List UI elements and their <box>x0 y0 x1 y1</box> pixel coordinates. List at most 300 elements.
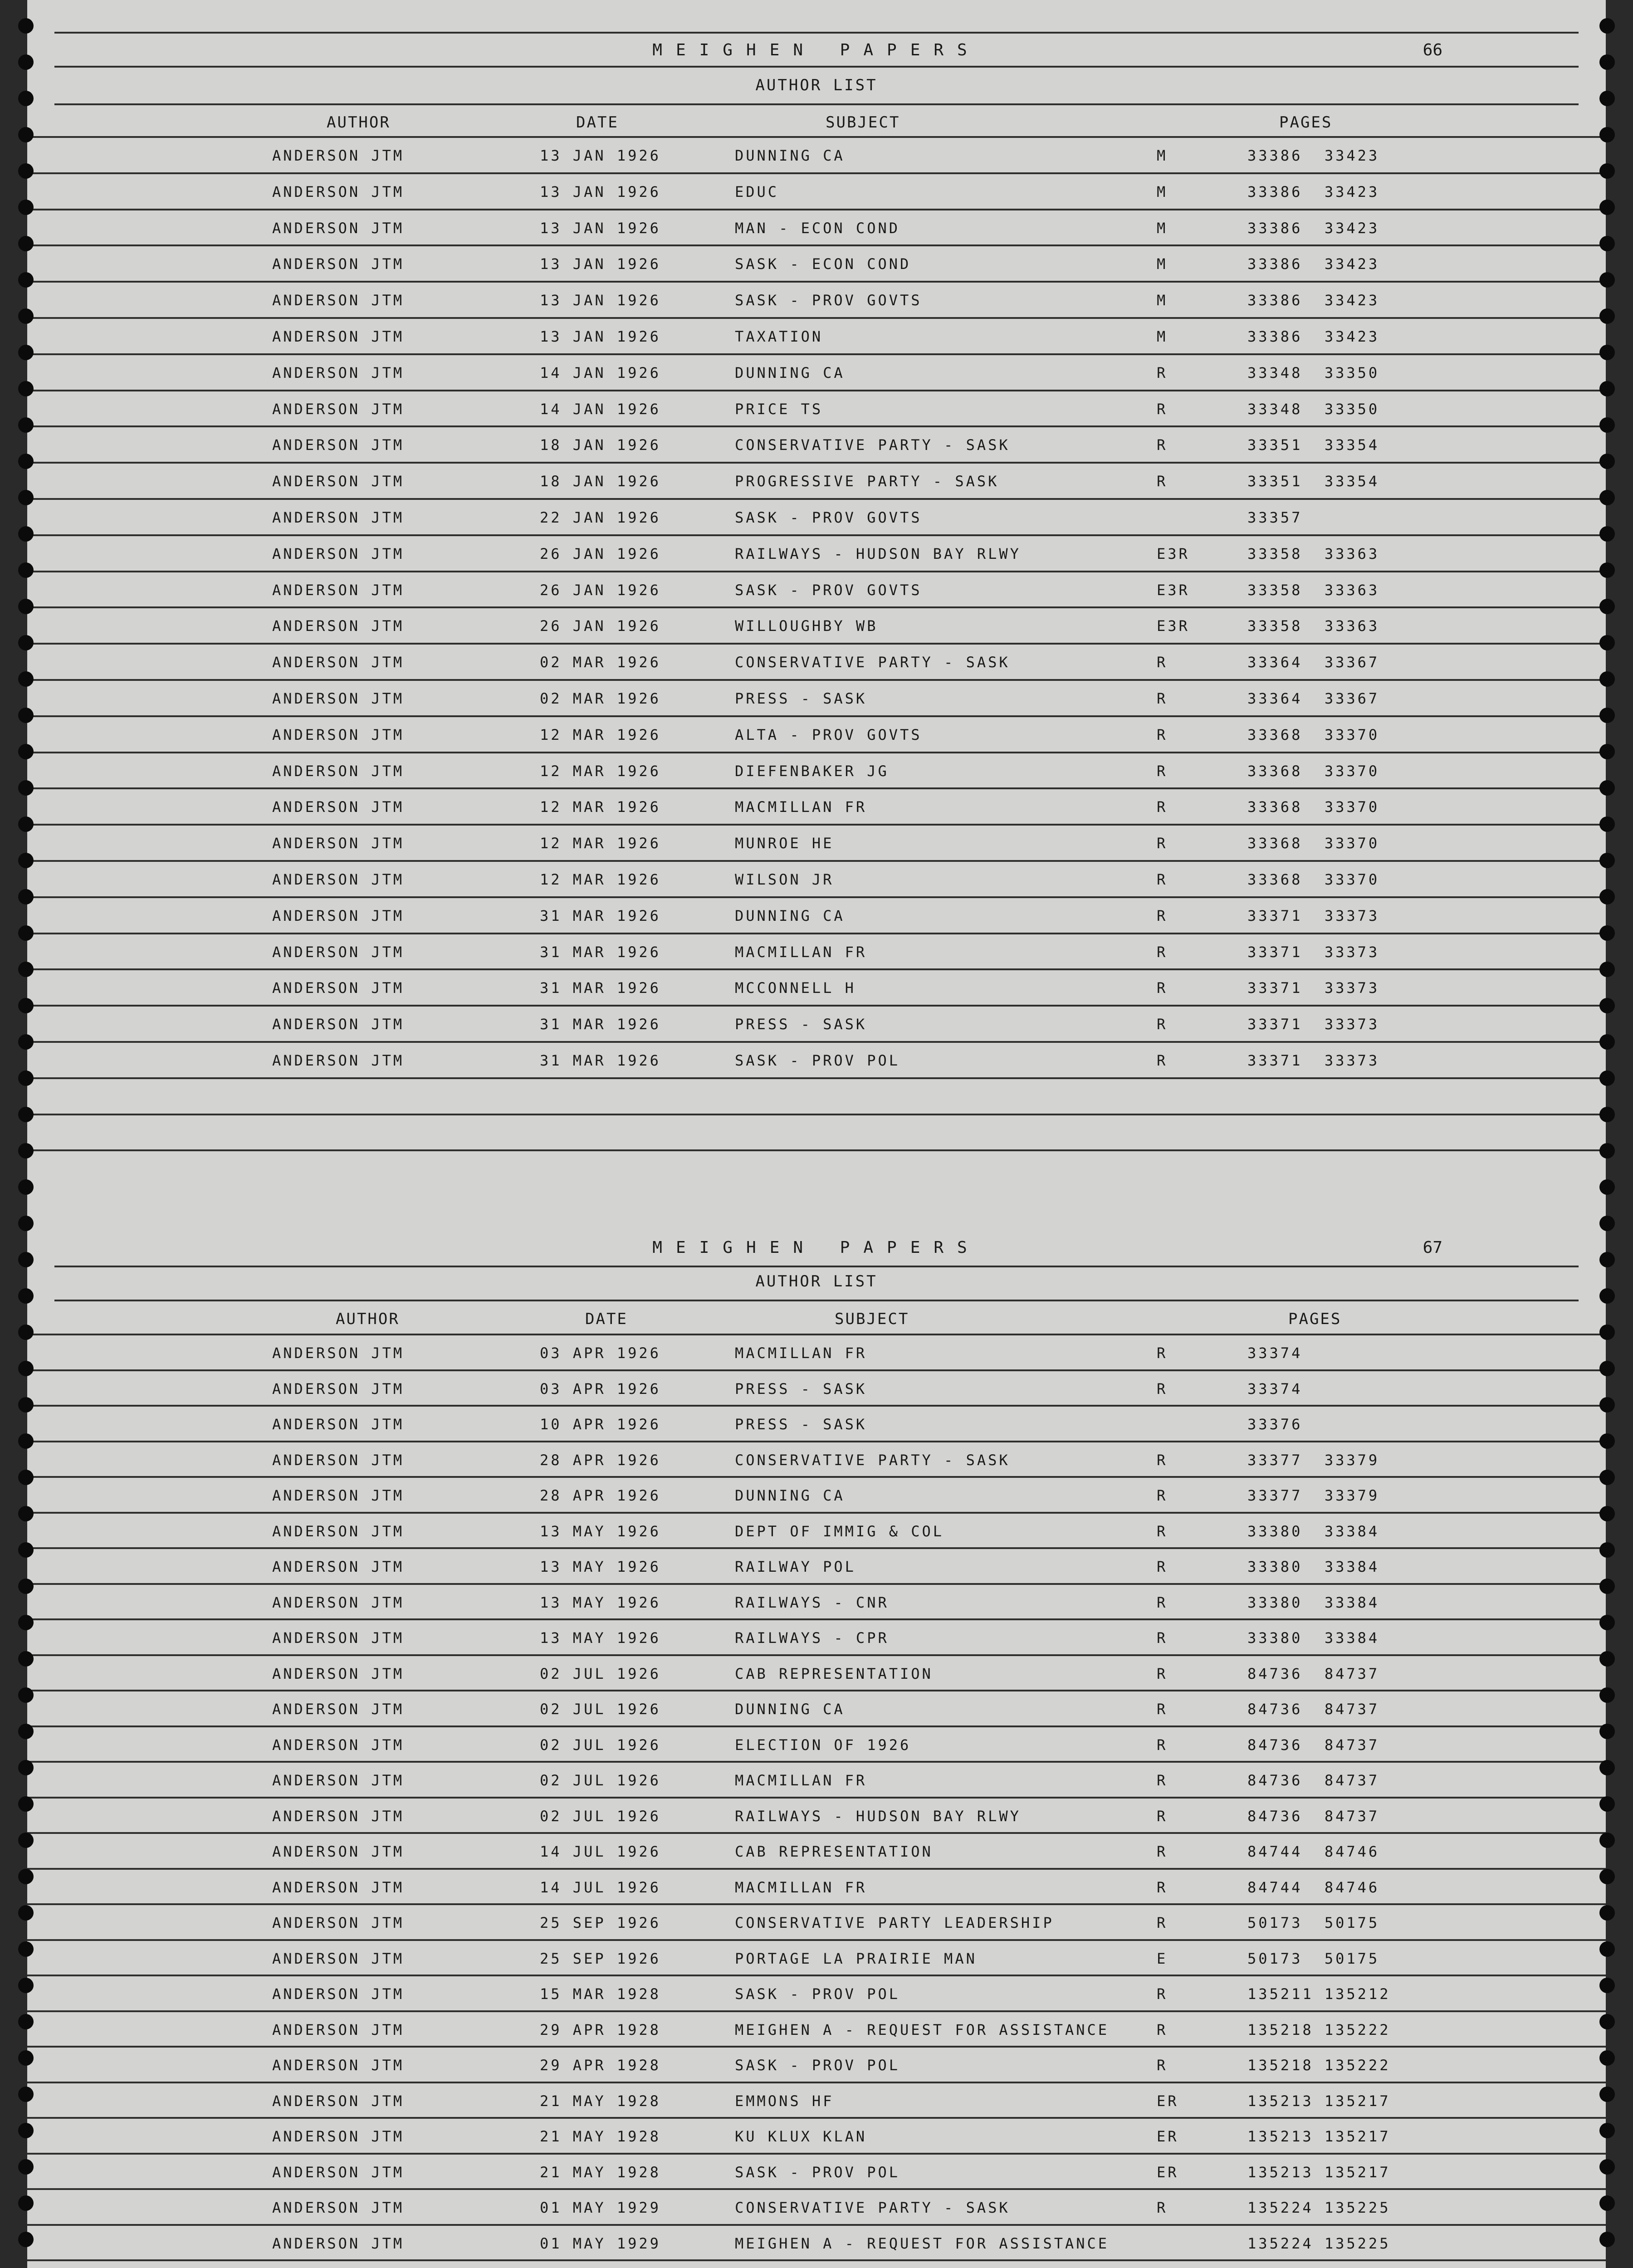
pages-cell: 33380 33384 <box>1247 1558 1380 1575</box>
feed-hole-left <box>18 1724 34 1739</box>
date-cell: 29 APR 1928 <box>540 2057 661 2074</box>
author-cell: ANDERSON JTM <box>272 436 405 454</box>
feed-hole-left <box>18 1070 34 1086</box>
author-cell: ANDERSON JTM <box>272 762 405 780</box>
feed-hole-right <box>1599 1506 1615 1521</box>
table-row <box>27 2153 1606 2189</box>
column-header-pages: PAGES <box>1279 113 1333 132</box>
feed-hole-left <box>18 1361 34 1376</box>
date-cell: 28 APR 1926 <box>540 1451 661 1469</box>
subject-cell: RAILWAYS - CNR <box>735 1593 889 1611</box>
code-cell: R <box>1157 473 1168 490</box>
date-cell: 02 MAR 1926 <box>540 654 661 671</box>
feed-hole-right <box>1599 1143 1615 1158</box>
author-cell: ANDERSON JTM <box>272 255 405 273</box>
table-row-blank <box>27 2259 1606 2268</box>
feed-hole-left <box>18 91 34 106</box>
table-row <box>27 752 1606 788</box>
pages-cell: 33374 <box>1247 1344 1303 1362</box>
subject-cell: SASK - PROV POL <box>735 2057 900 2074</box>
feed-hole-right <box>1599 744 1615 759</box>
feed-hole-left <box>18 308 34 324</box>
table-row <box>27 1654 1606 1690</box>
header-rule <box>54 1300 1579 1301</box>
author-cell: ANDERSON JTM <box>272 2128 405 2145</box>
code-cell: M <box>1157 292 1168 309</box>
table-row <box>27 679 1606 715</box>
date-cell: 13 MAY 1926 <box>540 1522 661 1540</box>
pages-cell: 33386 33423 <box>1247 219 1380 237</box>
author-cell: ANDERSON JTM <box>272 183 405 200</box>
feed-hole-right <box>1599 91 1615 106</box>
feed-hole-right <box>1599 308 1615 324</box>
feed-hole-left <box>18 2050 34 2066</box>
subject-cell: WILLOUGHBY WB <box>735 617 878 635</box>
pages-cell: 33371 33373 <box>1247 1051 1380 1069</box>
pages-cell: 135213 135217 <box>1247 2092 1391 2110</box>
date-cell: 02 JUL 1926 <box>540 1807 661 1825</box>
code-cell: E3R <box>1157 617 1190 635</box>
date-cell: 12 MAR 1926 <box>540 835 661 852</box>
table-row <box>27 1903 1606 1939</box>
table-row <box>27 2082 1606 2117</box>
column-header-pages: PAGES <box>1288 1310 1342 1328</box>
author-cell: ANDERSON JTM <box>272 1629 405 1647</box>
subject-cell: SASK - PROV GOVTS <box>735 581 922 599</box>
author-cell: ANDERSON JTM <box>272 943 405 961</box>
author-cell: ANDERSON JTM <box>272 907 405 924</box>
author-cell: ANDERSON JTM <box>272 1416 405 1433</box>
feed-hole-left <box>18 2159 34 2175</box>
table-row <box>27 534 1606 571</box>
table-row <box>27 1618 1606 1654</box>
subject-cell: MUNROE HE <box>735 835 834 852</box>
code-cell: R <box>1157 1558 1168 1575</box>
feed-hole-left <box>18 236 34 251</box>
author-cell: ANDERSON JTM <box>272 1985 405 2003</box>
subject-cell: SASK - PROV POL <box>735 1985 900 2003</box>
feed-hole-right <box>1599 1252 1615 1267</box>
feed-hole-left <box>18 1252 34 1267</box>
code-cell: R <box>1157 654 1168 671</box>
date-cell: 25 SEP 1926 <box>540 1950 661 1967</box>
page-title: MEIGHEN PAPERS <box>652 1238 981 1257</box>
subject-cell: DUNNING CA <box>735 907 845 924</box>
subject-cell: CAB REPRESENTATION <box>735 1665 933 1682</box>
table-row <box>27 1939 1606 1975</box>
feed-hole-right <box>1599 2087 1615 2102</box>
table-row <box>27 606 1606 643</box>
date-cell: 31 MAR 1926 <box>540 1016 661 1033</box>
feed-hole-right <box>1599 962 1615 977</box>
subject-cell: RAILWAYS - HUDSON BAY RLWY <box>735 1807 1021 1825</box>
pages-cell: 33386 33423 <box>1247 255 1380 273</box>
feed-hole-left <box>18 1760 34 1775</box>
date-cell: 02 JUL 1926 <box>540 1736 661 1754</box>
date-cell: 22 JAN 1926 <box>540 508 661 526</box>
author-cell: ANDERSON JTM <box>272 1736 405 1754</box>
code-cell: R <box>1157 1772 1168 1789</box>
column-header-author: AUTHOR <box>327 113 391 132</box>
feed-hole-right <box>1599 1651 1615 1667</box>
code-cell: R <box>1157 1914 1168 1931</box>
pages-cell: 135218 135222 <box>1247 2021 1391 2038</box>
feed-hole-left <box>18 345 34 360</box>
table-row <box>27 571 1606 607</box>
code-cell: R <box>1157 1016 1168 1033</box>
table-row <box>27 2224 1606 2260</box>
pages-cell: 135224 135225 <box>1247 2234 1391 2252</box>
code-cell: R <box>1157 1985 1168 2003</box>
code-cell: R <box>1157 1344 1168 1362</box>
date-cell: 29 APR 1928 <box>540 2021 661 2038</box>
author-cell: ANDERSON JTM <box>272 1051 405 1069</box>
table-row <box>27 244 1606 281</box>
feed-hole-right <box>1599 236 1615 251</box>
date-cell: 14 JUL 1926 <box>540 1878 661 1896</box>
author-cell: ANDERSON JTM <box>272 2057 405 2074</box>
author-cell: ANDERSON JTM <box>272 545 405 562</box>
table-row <box>27 1512 1606 1548</box>
feed-hole-right <box>1599 889 1615 904</box>
code-cell: R <box>1157 1629 1168 1647</box>
page-subtitle: AUTHOR LIST <box>755 1272 878 1290</box>
pages-cell: 33364 33367 <box>1247 689 1380 707</box>
code-cell: R <box>1157 726 1168 743</box>
pages-cell: 33386 33423 <box>1247 183 1380 200</box>
feed-hole-right <box>1599 163 1615 179</box>
feed-hole-left <box>18 417 34 433</box>
feed-hole-left <box>18 671 34 687</box>
feed-hole-right <box>1599 1325 1615 1340</box>
table-row <box>27 390 1606 426</box>
code-cell: R <box>1157 835 1168 852</box>
date-cell: 13 JAN 1926 <box>540 147 661 164</box>
pages-cell: 33351 33354 <box>1247 436 1380 454</box>
pages-cell: 33368 33370 <box>1247 835 1380 852</box>
author-cell: ANDERSON JTM <box>272 1950 405 1967</box>
pages-cell: 33371 33373 <box>1247 907 1380 924</box>
subject-cell: PRESS - SASK <box>735 1416 867 1433</box>
feed-hole-right <box>1599 1833 1615 1848</box>
code-cell: E <box>1157 1950 1168 1967</box>
date-cell: 12 MAR 1926 <box>540 870 661 888</box>
feed-hole-right <box>1599 127 1615 142</box>
author-cell: ANDERSON JTM <box>272 292 405 309</box>
code-cell: R <box>1157 364 1168 381</box>
pages-cell: 84736 84737 <box>1247 1736 1380 1754</box>
pages-cell: 50173 50175 <box>1247 1914 1380 1931</box>
pages-cell: 33377 33379 <box>1247 1487 1380 1504</box>
subject-cell: DUNNING CA <box>735 1701 845 1718</box>
pages-cell: 33386 33423 <box>1247 327 1380 345</box>
table-row <box>27 2117 1606 2153</box>
author-cell: ANDERSON JTM <box>272 2199 405 2216</box>
feed-hole-right <box>1599 381 1615 396</box>
subject-cell: MEIGHEN A - REQUEST FOR ASSISTANCE <box>735 2021 1110 2038</box>
author-cell: ANDERSON JTM <box>272 1665 405 1682</box>
feed-hole-right <box>1599 562 1615 578</box>
date-cell: 14 JUL 1926 <box>540 1843 661 1860</box>
feed-hole-right <box>1599 2050 1615 2066</box>
date-cell: 21 MAY 1928 <box>540 2128 661 2145</box>
feed-hole-left <box>18 1905 34 1921</box>
author-cell: ANDERSON JTM <box>272 1451 405 1469</box>
pages-cell: 33348 33350 <box>1247 364 1380 381</box>
feed-hole-right <box>1599 1470 1615 1485</box>
table-row <box>27 1005 1606 1041</box>
table-row <box>27 425 1606 462</box>
code-cell: R <box>1157 1593 1168 1611</box>
feed-hole-left <box>18 1978 34 1993</box>
column-header-subject: SUBJECT <box>835 1310 909 1328</box>
subject-cell: PROGRESSIVE PARTY - SASK <box>735 473 999 490</box>
subject-cell: RAILWAYS - CPR <box>735 1629 889 1647</box>
subject-cell: MACMILLAN FR <box>735 1772 867 1789</box>
date-cell: 02 JUL 1926 <box>540 1772 661 1789</box>
subject-cell: DUNNING CA <box>735 1487 845 1504</box>
feed-hole-right <box>1599 2123 1615 2138</box>
header-rule <box>54 103 1579 105</box>
pages-cell: 33380 33384 <box>1247 1593 1380 1611</box>
subject-cell: SASK - PROV GOVTS <box>735 508 922 526</box>
feed-hole-left <box>18 1869 34 1884</box>
column-header-author: AUTHOR <box>336 1310 400 1328</box>
feed-hole-left <box>18 708 34 723</box>
date-cell: 15 MAR 1928 <box>540 1985 661 2003</box>
subject-cell: MCCONNELL H <box>735 979 856 997</box>
subject-cell: MAN - ECON COND <box>735 219 900 237</box>
table-row <box>27 1441 1606 1476</box>
author-cell: ANDERSON JTM <box>272 870 405 888</box>
subject-cell: ELECTION OF 1926 <box>735 1736 911 1754</box>
code-cell: R <box>1157 1051 1168 1069</box>
table-row-blank <box>27 1077 1606 1114</box>
pages-cell: 33371 33373 <box>1247 979 1380 997</box>
pages-cell: 33380 33384 <box>1247 1629 1380 1647</box>
column-header-date: DATE <box>585 1310 628 1328</box>
date-cell: 02 JUL 1926 <box>540 1701 661 1718</box>
date-cell: 26 JAN 1926 <box>540 581 661 599</box>
date-cell: 14 JAN 1926 <box>540 364 661 381</box>
table-row <box>27 1476 1606 1512</box>
pages-cell: 135213 135217 <box>1247 2163 1391 2181</box>
feed-hole-left <box>18 962 34 977</box>
feed-hole-right <box>1599 1361 1615 1376</box>
feed-hole-left <box>18 1506 34 1521</box>
table-row <box>27 209 1606 245</box>
feed-hole-right <box>1599 671 1615 687</box>
subject-cell: TAXATION <box>735 327 823 345</box>
code-cell: R <box>1157 689 1168 707</box>
author-cell: ANDERSON JTM <box>272 726 405 743</box>
feed-hole-right <box>1599 853 1615 868</box>
pages-cell: 135218 135222 <box>1247 2057 1391 2074</box>
date-cell: 01 MAY 1929 <box>540 2234 661 2252</box>
page-number: 67 <box>1423 1238 1442 1257</box>
feed-hole-left <box>18 2195 34 2211</box>
feed-hole-right <box>1599 54 1615 70</box>
feed-hole-left <box>18 2123 34 2138</box>
subject-cell: WILSON JR <box>735 870 834 888</box>
date-cell: 31 MAR 1926 <box>540 907 661 924</box>
feed-hole-left <box>18 1179 34 1195</box>
author-cell: ANDERSON JTM <box>272 798 405 816</box>
pages-cell: 50173 50175 <box>1247 1950 1380 1967</box>
code-cell: R <box>1157 1451 1168 1469</box>
author-cell: ANDERSON JTM <box>272 1807 405 1825</box>
table-row <box>27 1334 1606 1369</box>
pages-cell: 84736 84737 <box>1247 1665 1380 1682</box>
table-row <box>27 643 1606 679</box>
date-cell: 13 MAY 1926 <box>540 1558 661 1575</box>
table-row <box>27 1547 1606 1583</box>
feed-hole-left <box>18 816 34 832</box>
table-row <box>27 1690 1606 1725</box>
subject-cell: CONSERVATIVE PARTY - SASK <box>735 654 1010 671</box>
feed-hole-right <box>1599 1070 1615 1086</box>
date-cell: 02 MAR 1926 <box>540 689 661 707</box>
code-cell: R <box>1157 907 1168 924</box>
date-cell: 10 APR 1926 <box>540 1416 661 1433</box>
feed-hole-right <box>1599 1579 1615 1594</box>
feed-hole-right <box>1599 2232 1615 2247</box>
subject-cell: MACMILLAN FR <box>735 1878 867 1896</box>
feed-hole-right <box>1599 454 1615 469</box>
table-row-blank <box>27 1114 1606 1150</box>
feed-hole-right <box>1599 1687 1615 1703</box>
date-cell: 13 JAN 1926 <box>540 219 661 237</box>
top-rule <box>54 32 1579 34</box>
code-cell: R <box>1157 1878 1168 1896</box>
author-cell: ANDERSON JTM <box>272 147 405 164</box>
subject-cell: MACMILLAN FR <box>735 1344 867 1362</box>
subject-cell: DUNNING CA <box>735 147 845 164</box>
feed-hole-right <box>1599 1107 1615 1122</box>
table-row <box>27 1725 1606 1761</box>
code-cell: ER <box>1157 2128 1179 2145</box>
code-cell: R <box>1157 762 1168 780</box>
subject-cell: MACMILLAN FR <box>735 943 867 961</box>
feed-hole-left <box>18 744 34 759</box>
feed-hole-left <box>18 272 34 288</box>
feed-hole-right <box>1599 2014 1615 2029</box>
date-cell: 28 APR 1926 <box>540 1487 661 1504</box>
code-cell: M <box>1157 147 1168 164</box>
feed-hole-left <box>18 454 34 469</box>
date-cell: 03 APR 1926 <box>540 1344 661 1362</box>
pages-cell: 33371 33373 <box>1247 1016 1380 1033</box>
table-row <box>27 2046 1606 2082</box>
feed-hole-right <box>1599 599 1615 614</box>
table-row <box>27 860 1606 896</box>
date-cell: 31 MAR 1926 <box>540 1051 661 1069</box>
code-cell: M <box>1157 183 1168 200</box>
date-cell: 26 JAN 1926 <box>540 617 661 635</box>
subject-cell: PRICE TS <box>735 400 823 418</box>
code-cell: R <box>1157 1701 1168 1718</box>
author-cell: ANDERSON JTM <box>272 327 405 345</box>
subject-cell: CONSERVATIVE PARTY - SASK <box>735 1451 1010 1469</box>
subject-cell: SASK - PROV POL <box>735 2163 900 2181</box>
feed-hole-right <box>1599 1216 1615 1231</box>
date-cell: 13 JAN 1926 <box>540 183 661 200</box>
table-row <box>27 2010 1606 2046</box>
subject-cell: DEPT OF IMMIG & COL <box>735 1522 944 1540</box>
author-cell: ANDERSON JTM <box>272 219 405 237</box>
author-cell: ANDERSON JTM <box>272 979 405 997</box>
pages-cell: 84736 84737 <box>1247 1701 1380 1718</box>
pages-cell: 33358 33363 <box>1247 581 1380 599</box>
table-row <box>27 353 1606 390</box>
code-cell: R <box>1157 1522 1168 1540</box>
author-cell: ANDERSON JTM <box>272 2092 405 2110</box>
feed-hole-left <box>18 562 34 578</box>
subject-cell: CONSERVATIVE PARTY - SASK <box>735 436 1010 454</box>
feed-hole-left <box>18 1542 34 1558</box>
listing-rows <box>27 136 1606 1186</box>
table-row <box>27 317 1606 353</box>
table-row <box>27 933 1606 969</box>
code-cell: R <box>1157 2199 1168 2216</box>
feed-hole-right <box>1599 1978 1615 1993</box>
author-cell: ANDERSON JTM <box>272 2163 405 2181</box>
feed-hole-right <box>1599 708 1615 723</box>
pages-cell: 33377 33379 <box>1247 1451 1380 1469</box>
subject-cell: CONSERVATIVE PARTY - SASK <box>735 2199 1010 2216</box>
feed-hole-right <box>1599 2159 1615 2175</box>
code-cell: R <box>1157 1736 1168 1754</box>
pages-cell: 33364 33367 <box>1247 654 1380 671</box>
table-row <box>27 1868 1606 1904</box>
author-cell: ANDERSON JTM <box>272 364 405 381</box>
date-cell: 18 JAN 1926 <box>540 473 661 490</box>
feed-hole-left <box>18 1288 34 1304</box>
pages-cell: 33358 33363 <box>1247 617 1380 635</box>
date-cell: 13 JAN 1926 <box>540 327 661 345</box>
pages-cell: 84736 84737 <box>1247 1807 1380 1825</box>
page-number: 66 <box>1423 41 1442 59</box>
feed-hole-left <box>18 1034 34 1050</box>
code-cell: R <box>1157 1380 1168 1398</box>
pages-cell: 84744 84746 <box>1247 1878 1380 1896</box>
author-cell: ANDERSON JTM <box>272 1914 405 1931</box>
feed-hole-right <box>1599 1542 1615 1558</box>
feed-hole-left <box>18 889 34 904</box>
feed-hole-right <box>1599 1796 1615 1812</box>
author-cell: ANDERSON JTM <box>272 835 405 852</box>
pages-cell: 135211 135212 <box>1247 1985 1391 2003</box>
code-cell: R <box>1157 798 1168 816</box>
author-cell: ANDERSON JTM <box>272 1522 405 1540</box>
table-row <box>27 2188 1606 2224</box>
table-row <box>27 498 1606 534</box>
code-cell: E3R <box>1157 545 1190 562</box>
feed-hole-right <box>1599 1179 1615 1195</box>
date-cell: 31 MAR 1926 <box>540 943 661 961</box>
feed-hole-left <box>18 2232 34 2247</box>
column-header-subject: SUBJECT <box>826 113 900 132</box>
pages-cell: 135213 135217 <box>1247 2128 1391 2145</box>
feed-hole-left <box>18 200 34 215</box>
feed-hole-left <box>18 998 34 1013</box>
feed-hole-left <box>18 18 34 34</box>
code-cell: R <box>1157 2021 1168 2038</box>
feed-hole-left <box>18 1796 34 1812</box>
column-header-date: DATE <box>576 113 619 132</box>
code-cell: R <box>1157 979 1168 997</box>
feed-hole-right <box>1599 2195 1615 2211</box>
